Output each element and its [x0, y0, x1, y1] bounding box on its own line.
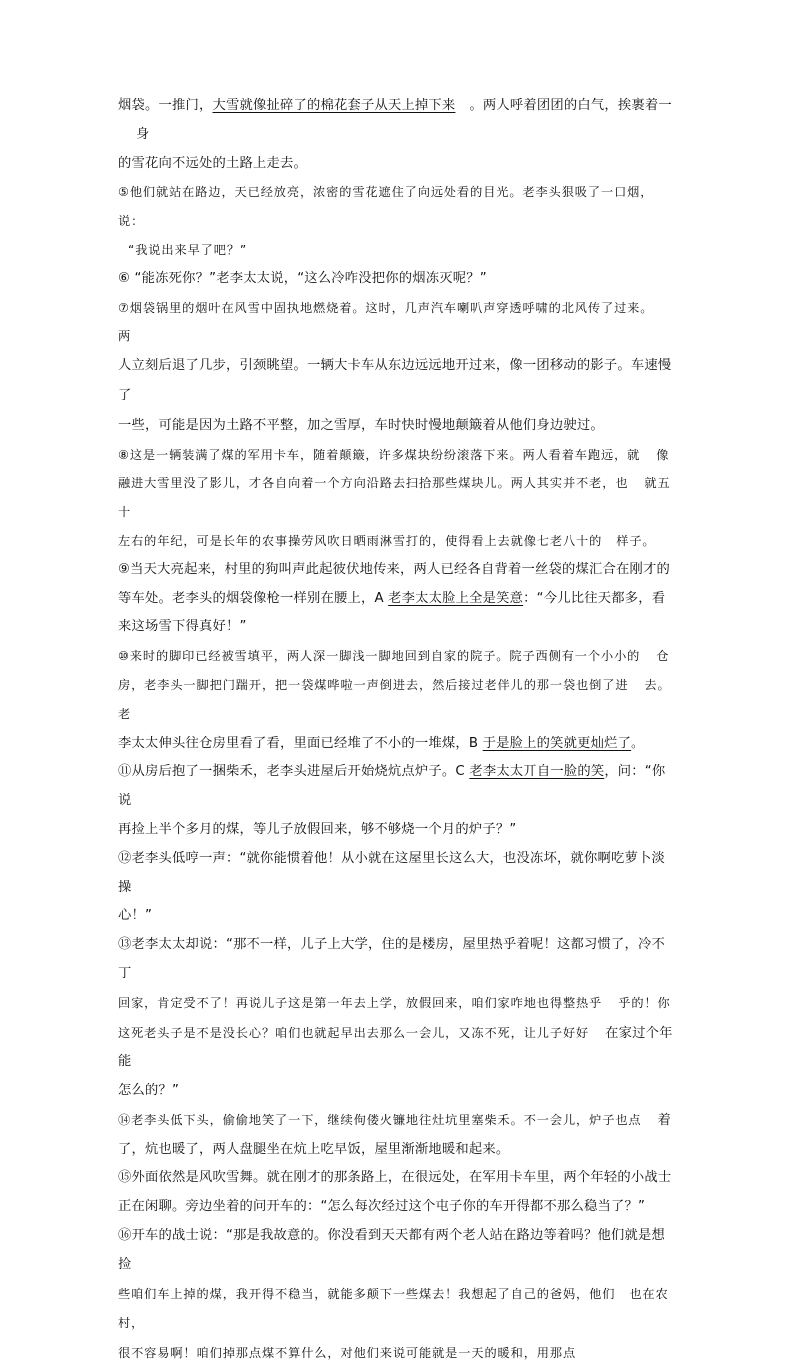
text-run: 左右的年纪，可是长年的农事操劳风吹日晒雨淋雪打的，使得看上去就像七老八十的 [118, 533, 603, 548]
text-run: ⑥ “能冻死你？”老李太太说，“这么冷咋没把你的烟冻灭呢？” [118, 270, 487, 286]
text-run: ⑩来时的脚印已经被雪填平，两人深一脚浅一脚地回到自家的院子。院子西侧有一个小小的 [118, 649, 641, 664]
paragraph-5 [118, 178, 678, 264]
paragraph-12 [118, 845, 678, 931]
text-run: 就五十 [118, 476, 671, 520]
paragraph-16 [118, 1222, 678, 1369]
text-run: ⑤他们就站在路边，天已经放亮，浓密的雪花遮住了向远处看的目光。老李头狠吸了一口烟， [118, 185, 654, 200]
text-run: ⑫老李头低哼一声：“就你能惯着他！从小就在这屋里长这么大，也没冻坏，就你啊吃萝卜淡操 [118, 850, 665, 895]
text-run: 也在农村， [118, 1286, 669, 1331]
text-run: 很不容易啊！咱们掉那点煤不算什么，对他们来说可能就是一天的暖和，用那点 [118, 1346, 577, 1361]
text-run: ⑯开车的战士说：“那是我故意的。你没看到天天都有两个老人站在路边等着吗？他们就是想捡 [118, 1228, 665, 1272]
text-run: 两 [118, 329, 132, 344]
text-run: 。 [631, 735, 645, 750]
text-run: ⑮外面依然是风吹雪舞。就在刚才的那条路上，在很远处，在军用卡车里，两个年轻的小战士 [118, 1170, 672, 1186]
paragraph-7 [118, 294, 678, 441]
paragraph-8 [118, 441, 678, 556]
paragraph-9 [118, 556, 678, 642]
text-run: ：“今儿比往天都多，看 [523, 590, 666, 606]
text-run: 再捡上半个多月的煤，等儿子放假回来，够不够烧一个月的炉子？” [118, 821, 517, 837]
text-run: 来这场雪下得真好！” [118, 619, 247, 635]
text-run: 乎的！你 [618, 995, 671, 1010]
text-run: 着 [657, 1112, 671, 1128]
underlined-sentence: 大雪就像扯碎了的棉花套子从天上掉下来 [212, 98, 456, 113]
underlined-sentence-b: 于是脸上的笑就更灿烂了 [482, 735, 632, 751]
paragraph-6 [118, 265, 678, 294]
text-run: 李太太伸头往仓房里看了看，里面已经堆了不小的一堆煤，B [118, 735, 483, 751]
text-run: 去。老 [118, 677, 671, 721]
text-run: ⑨当天大亮起来，村里的狗叫声此起彼伏地传来，两人已经各自背着一丝袋的煤汇合在刚才的 [118, 561, 670, 577]
text-run: 这死老头子是不是没长心？咱们也就起早出去那么一会儿，又冻不死，让儿子好好 [118, 1025, 590, 1040]
text-run: ⑬老李太太却说：“那不一样，儿子上大学，住的是楼房，屋里热乎着呢！这都习惯了，冷不丁 [118, 937, 665, 981]
text-run: 房，老李头一脚把门踹开，把一袋煤哗啦一声倒进去，然后接过老伴儿的那一袋也倒了进 [118, 677, 629, 692]
text-run: 回家，肯定受不了！再说儿子这是第一年去上学，放假回来，咱们家咋地也得整热乎 [118, 995, 603, 1010]
text-run: 身 [136, 126, 150, 142]
text-run: 在家过个年能 [118, 1025, 673, 1070]
text-run: ，问：“你说 [118, 764, 666, 809]
underlined-sentence-c: 老李太太丌自一脸的笑 [469, 764, 605, 780]
text-run: 些咱们车上掉的煤，我开得不稳当，就能多颠下一些煤去！我想起了自己的爸妈，他们 [118, 1286, 616, 1301]
underlined-sentence-a: 老李太太脸上全是笑意 [388, 590, 524, 606]
text-run: 仓 [656, 649, 670, 664]
text-run: 。两人呼着团团的白气，挨裹着一 [469, 98, 672, 113]
text-run: 烟袋。一推门， [118, 98, 213, 113]
text-run: 人立刻后退了几步，引颈眺望。一辆大卡车从东边远远地开过来，像一团移动的影子。车速慢了 [118, 358, 672, 403]
text-run: ⑭老李头低下头，偷偷地笑了一下，继续佝偻火镰地往灶坑里塞柴禾。不一会儿，炉子也点 [118, 1112, 642, 1127]
text-run: 融进大雪里没了影儿，才各自向着一个方向沿路去扫拾那些煤块儿。两人其实并不老，也 [118, 476, 629, 491]
text-run: 像 [656, 447, 670, 462]
paragraph-13 [118, 931, 678, 1106]
text-run: ⑪从房后抱了一捆柴禾，老李头进屋后开始烧炕点炉子。C [118, 764, 470, 780]
text-run: ⑦烟袋锅里的烟叶在风雪中固执地燃烧着。这时，几声汽车喇叭声穿透呼啸的北风传了过来。 [118, 300, 654, 315]
text-run: ⑧这是一辆装满了煤的军用卡车，随着颠簸，许多煤块纷纷滚落下来。两人看着车跑远，就 [118, 447, 641, 462]
paragraph-14 [118, 1106, 678, 1165]
text-run: 等车处。老李头的烟袋像枪一样别在腰上，A [118, 590, 389, 606]
text-run: 怎么的？” [118, 1083, 180, 1099]
text-run: 一些，可能是因为土路不平整，加之雪厚，车时快时慢地颠簸着从他们身边驶过。 [118, 417, 604, 433]
text-run: 了，炕也暖了，两人盘腿坐在炕上吃早饭，屋里渐渐地暖和起来。 [118, 1141, 510, 1157]
text-run: 说： [118, 214, 145, 229]
text-run: 正在闲聊。旁边坐着的问开车的：“怎么每次经过这个屯子你的车开得都不那么稳当了？” [118, 1199, 646, 1215]
paragraph-11 [118, 758, 678, 844]
text-run: 样子。 [616, 533, 656, 548]
paragraph-15 [118, 1164, 678, 1222]
text-run: 的雪花向不远处的土路上走去。 [118, 155, 307, 171]
text-run: 心！” [118, 908, 153, 924]
paragraph-4 [118, 92, 678, 178]
article-body [118, 92, 678, 1369]
paragraph-10 [118, 642, 678, 758]
text-run: “我说出来早了吧？” [128, 242, 248, 257]
